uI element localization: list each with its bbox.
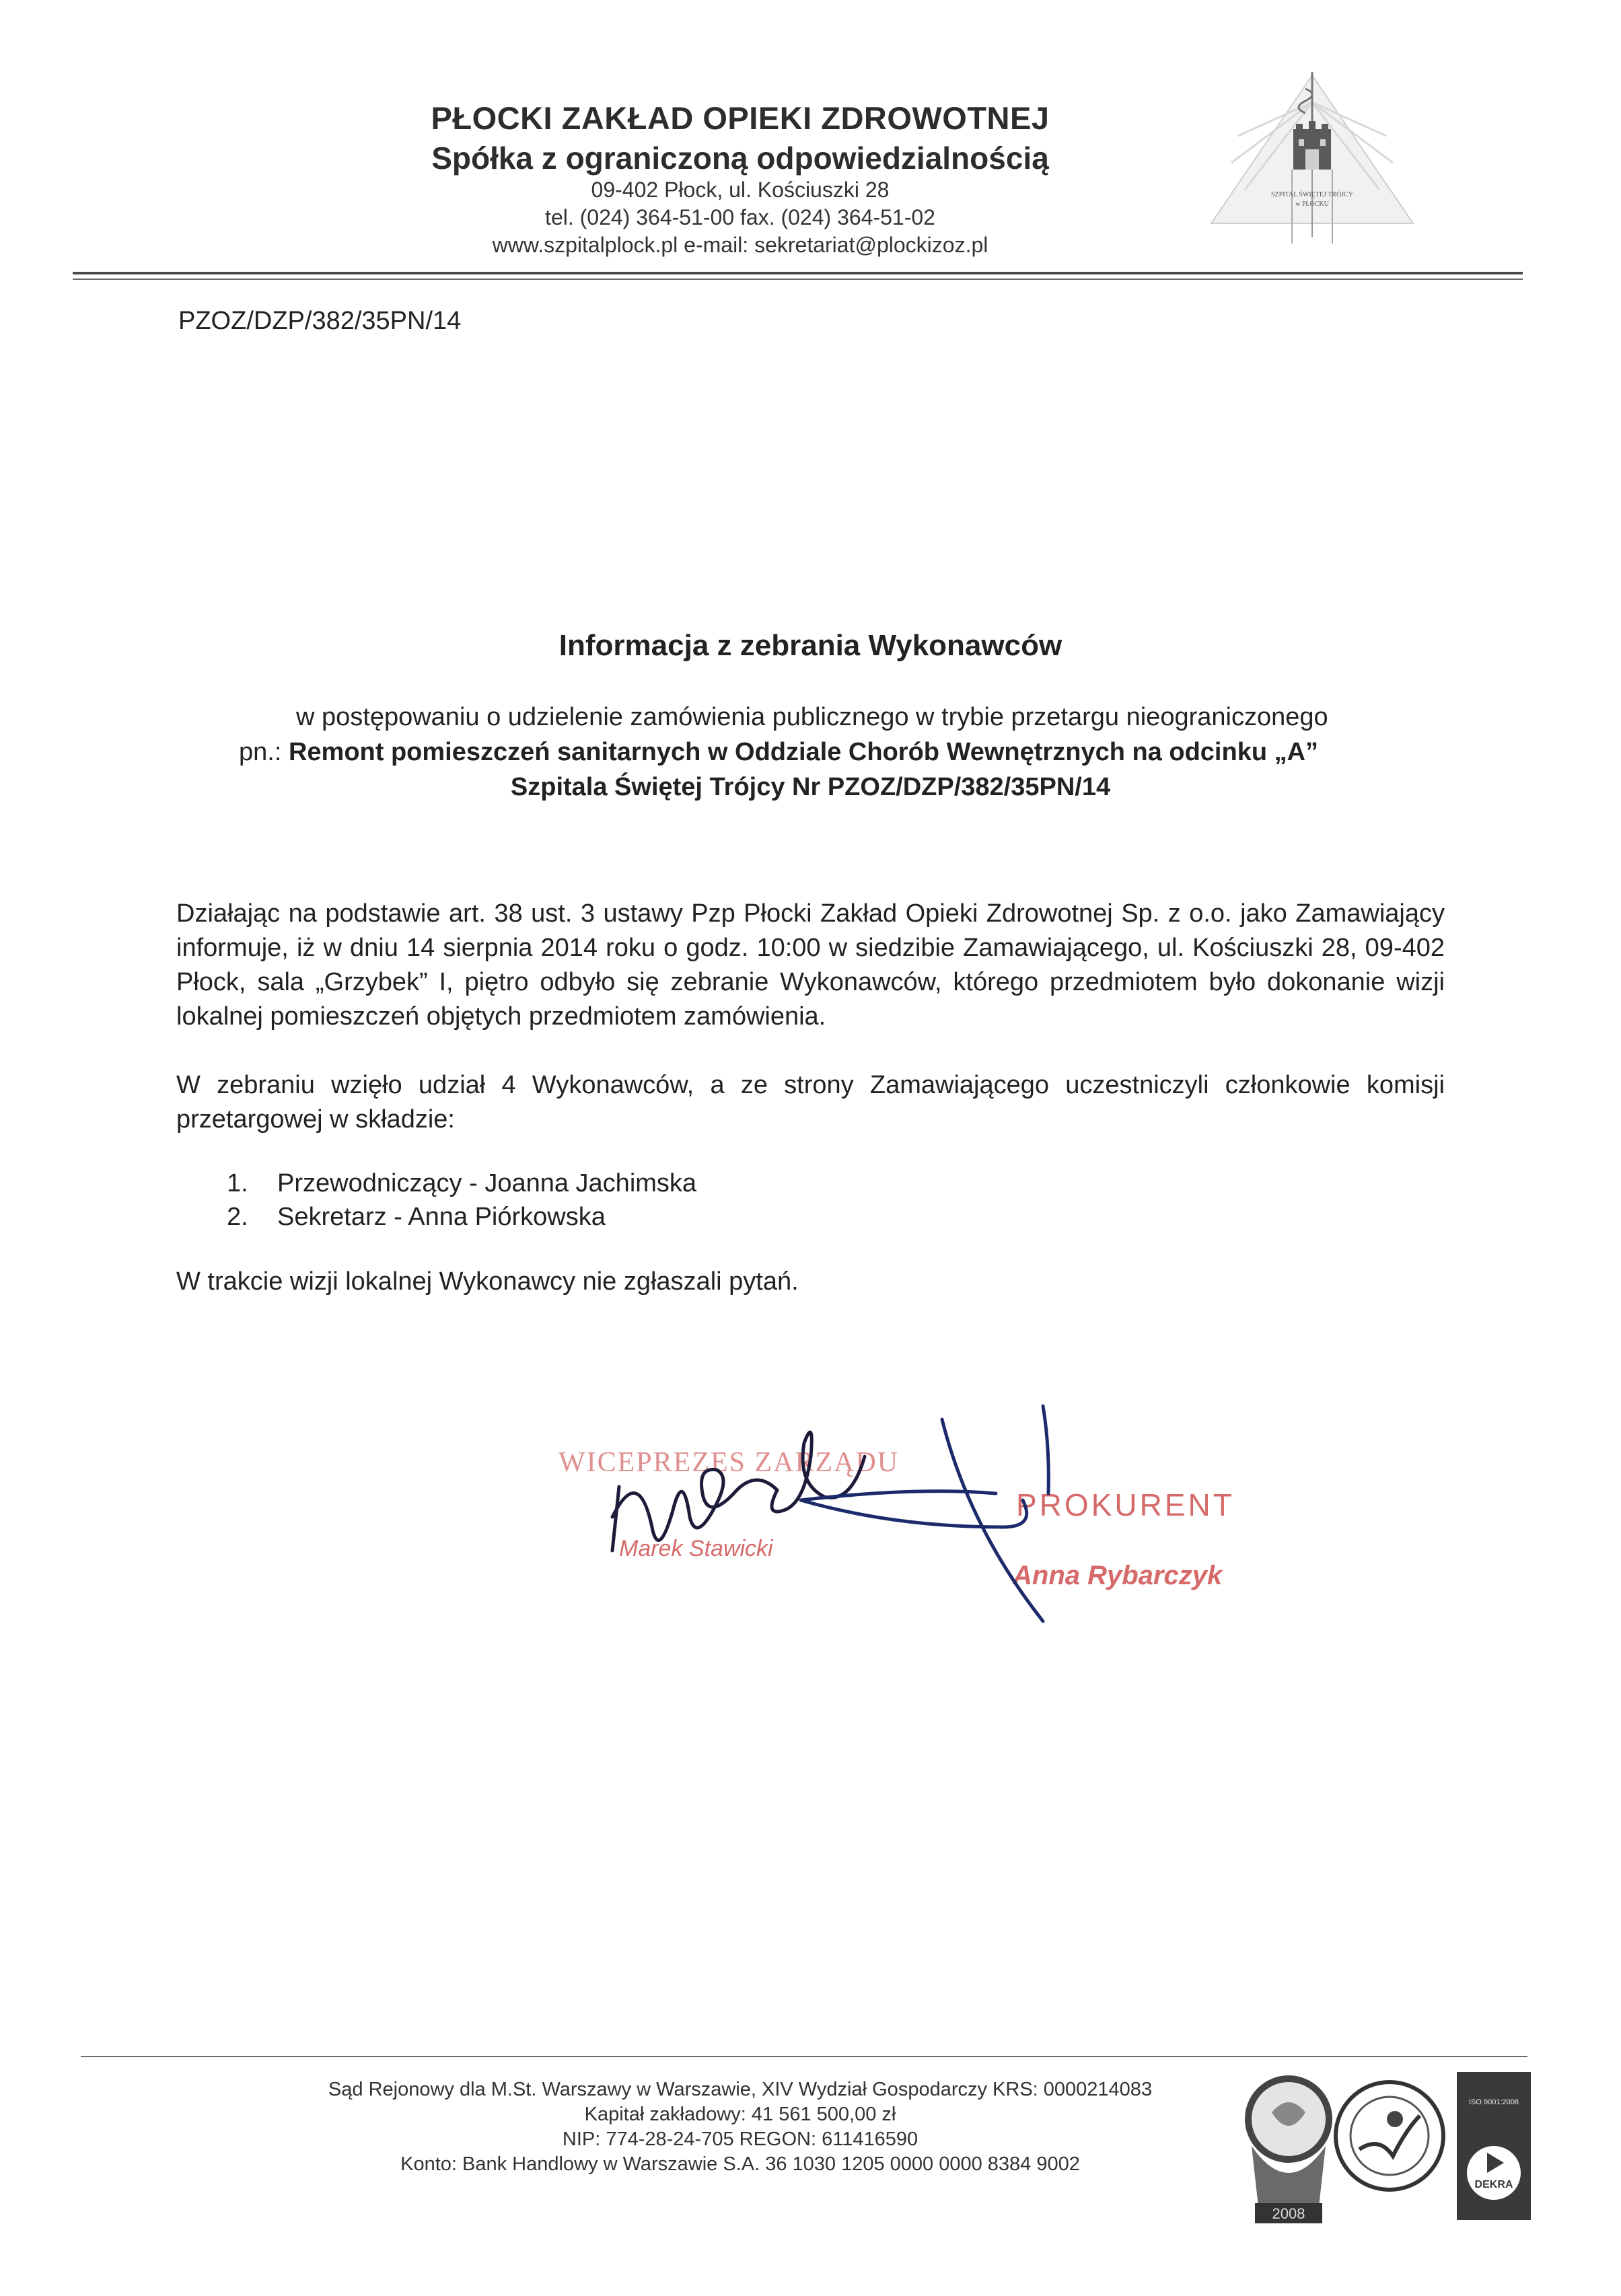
logo-text-2: w PŁOCKU	[1295, 200, 1329, 208]
stamp-name-left: Marek Stawicki	[619, 1536, 773, 1561]
badge-year: 2008	[1272, 2205, 1305, 2222]
footer-nip-regon: NIP: 774-28-24-705 REGON: 611416590	[562, 2128, 918, 2150]
stamp-vice-president: WICEPREZES ZARZĄDU	[559, 1447, 900, 1478]
list-number: 2.	[227, 1203, 248, 1231]
list-text: Sekretarz - Anna Piórkowska	[277, 1203, 606, 1231]
signature-right	[801, 1406, 1048, 1621]
footer-capital: Kapitał zakładowy: 41 561 500,00 zł	[584, 2104, 896, 2125]
list-item	[227, 1169, 696, 1198]
paragraph-no-questions: W trakcie wizji lokalnej Wykonawcy nie zgłaszali pytań.	[176, 1267, 799, 1296]
intro-line-3: Szpitala Świętej Trójcy Nr PZOZ/DZP/382/35PN/14	[510, 773, 1111, 801]
company-type: Spółka z ograniczoną odpowiedzialnością	[431, 141, 1049, 176]
dekra-label: DEKRA	[1474, 2179, 1513, 2190]
stamp-name-right: Anna Rybarczyk	[1013, 1561, 1223, 1590]
hospital-logo-icon	[1198, 62, 1427, 264]
stamp-proxy: PROKURENT	[1016, 1487, 1235, 1522]
footer-rule	[81, 2056, 1527, 2057]
intro-prefix: pn.:	[239, 738, 289, 766]
footer-court-info: Sąd Rejonowy dla M.St. Warszawy w Warszawie, XIV Wydział Gospodarczy KRS: 0000214083	[328, 2079, 1153, 2100]
signatures-graphic	[525, 1399, 1278, 1628]
header-rule	[73, 272, 1523, 274]
header-rule-thin	[73, 279, 1523, 280]
list-number: 1.	[227, 1169, 248, 1197]
logo-text-1: SZPITAL ŚWIĘTEJ TRÓJCY	[1271, 191, 1353, 198]
company-address: 09-402 Płock, ul. Kościuszki 28	[591, 178, 890, 202]
paragraph-participants: W zebraniu wzięło udział 4 Wykonawców, a ze strony Zamawiającego uczestniczyli członkowie komisji przetargowej w składzie:	[176, 1071, 1445, 1134]
company-name: PŁOCKI ZAKŁAD OPIEKI ZDROWOTNEJ	[431, 100, 1050, 136]
intro-line-1: w postępowaniu o udzielenie zamówienia publicznego w trybie przetargu nieograniczonego	[296, 703, 1328, 731]
iso-label: ISO 9001:2008	[1468, 2098, 1519, 2106]
reference-number: PZOZ/DZP/382/35PN/14	[178, 307, 462, 335]
document-title: Informacja z zebrania Wykonawców	[559, 629, 1062, 662]
intro-line-2	[239, 738, 1318, 767]
signature-left	[612, 1432, 865, 1551]
footer-bank-account: Konto: Bank Handlowy w Warszawie S.A. 36 1030 1205 0000 0000 8384 9002	[400, 2153, 1080, 2175]
iso-dekra-badge-icon	[1457, 2072, 1531, 2220]
list-text: Przewodniczący - Joanna Jachimska	[277, 1169, 697, 1197]
certificate-seal-icon	[1329, 2075, 1450, 2196]
paragraph-meeting-info: Działając na podstawie art. 38 ust. 3 ustawy Pzp Płocki Zakład Opieki Zdrowotnej Sp. z o.o. jako Zamawiający informuje, iż w dniu 14 sierpnia 2014 roku o godz. 10:00 w siedzibie Zamawiającego, ul. Kościuszki 28, 09-402 Płock, sala „Grzybek” I, piętro odbyło się zebranie Wykonawców, którego przedmiotem było dokonanie wizji lokalnej pomieszczeń objętych przedmiotem zamówienia.	[176, 899, 1445, 1031]
company-phone: tel. (024) 364-51-00 fax. (024) 364-51-02	[545, 205, 935, 229]
company-web-email: www.szpitalplock.pl e-mail: sekretariat@plockizoz.pl	[492, 233, 988, 257]
list-item	[227, 1203, 606, 1232]
intro-subject: Remont pomieszczeń sanitarnych w Oddziale Chorób Wewnętrznych na odcinku „A”	[288, 738, 1319, 766]
